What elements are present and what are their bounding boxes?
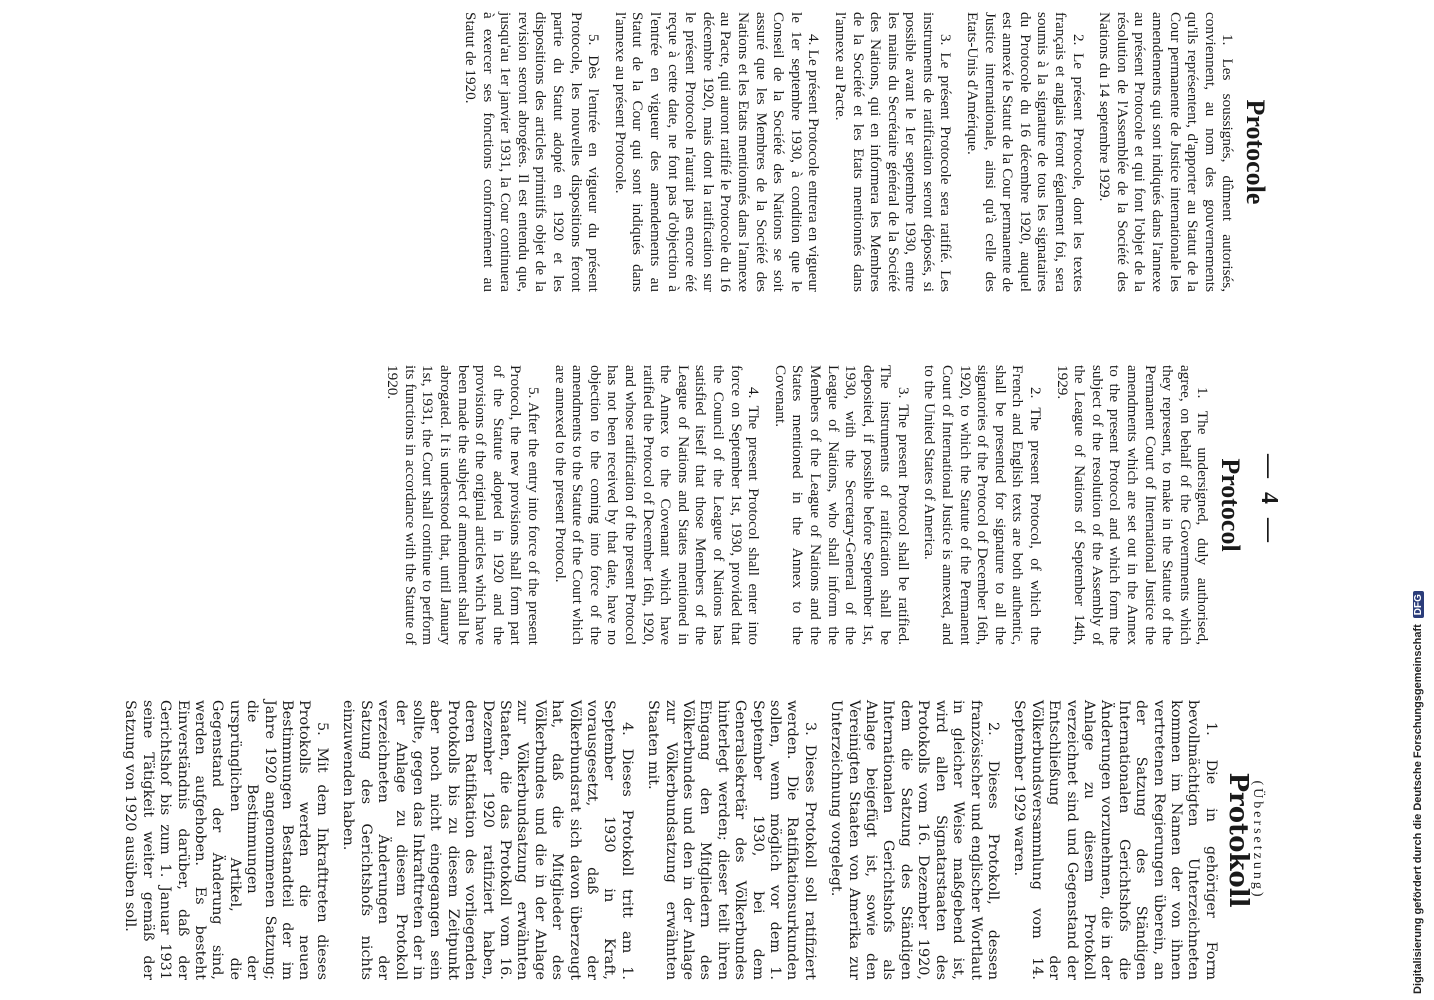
french-paragraph-1: 1. Les soussignés, dûment autorisés, conviennent, au nom des gouvernements qu'ils représentent, d'apporter au Statut de la Cour permanente de Justice internationale les amendements qui sont indiqués dans l'annexe au présent Protocole et qui font l'objet de la résolution de l'Assemblée de la Société des Nations du 14 septembre 1929. bbox=[1096, 12, 1237, 292]
english-paragraph-5: 5. After the entry into force of the present Protocol, the new provisions shall form part of the Statute adopted in 1920 and the provisions of the original articles which have been made the subject of amendment shall be abrogated. It is understood that, until January 1st, 1931, the Court shall continue to perform its functions in accordance with the Statute of 1920. bbox=[384, 365, 543, 645]
english-paragraph-3: 3. The present Protocol shall be ratified. The instruments of ratification shall be deposited, if possible before September 1st, 1930, with the Secretary-General of the League of Nations, who shall inform the Members of the League of Nations and the States mentioned in the Annex to the Covenant. bbox=[771, 365, 912, 645]
german-paragraph-1: 1. Die in gehöriger Form bevollmächtigten Unterzeichneten kommen im Namen der von ihnen vertretenen Regierungen überein, an der Satzung des Ständigen Internationalen Gerichtshofs die Änderungen vorzunehmen, die in der Anlage zu diesem Protokoll verzeichnet sind und Gegenstand der Entschließung der Völkerbundsversammlung vom 14. September 1929 waren. bbox=[1011, 700, 1219, 980]
german-title: Protokoll bbox=[1223, 772, 1254, 908]
german-subtitle: (Übersetzung) bbox=[1250, 780, 1265, 900]
german-paragraph-2: 2. Dieses Protokoll, dessen französischer und englischer Wortlaut in gleicher Weise maßgebend ist, wird allen Signatarstaaten des Protokolls vom 16. Dezember 1920, dem die Satzung des Ständigen Internationalen Gerichtshofs als Anlage beigefügt ist, sowie den Vereinigten Staaten von Amerika zur Unterzeichnung vorgelegt. bbox=[828, 700, 1001, 980]
french-title: Protocole bbox=[1241, 99, 1270, 205]
digitization-credit bbox=[1406, 0, 1430, 1000]
english-paragraph-2: 2. The present Protocol, of which the French and English texts are both authentic, shall be presented for signature to all the signatories of the Protocol of December 16th, 1920, to which the Statute of the Permanent Court of International Justice is annexed, and to the United States of America. bbox=[921, 365, 1045, 645]
digitization-credit-text: Digitalisierung gefördert durch die Deutsche Forschungsgemeinschaft bbox=[1412, 624, 1424, 994]
digitization-sidebar bbox=[1402, 0, 1434, 1000]
french-paragraph-5: 5. Dès l'entrée en vigueur du présent Protocole, les nouvelles dispositions feront partie du Statut adopté en 1920 et les dispositions des articles primitifs objet de la revision seront abrogées. Il est entendu que, jusqu'au 1er janvier 1931, la Cour continuera à exercer ses fonctions conformément au Statut de 1920. bbox=[462, 12, 603, 292]
german-column bbox=[112, 700, 1270, 980]
dfg-logo: DFG bbox=[1413, 591, 1424, 618]
french-column bbox=[452, 12, 1270, 292]
german-paragraph-3: 3. Dieses Protokoll soll ratifiziert werden. Die Ratifikationsurkunden sollen, wenn möglich vor dem 1. September 1930, bei dem Generalsekretär des Völkerbundes hinterlegt werden; dieser teilt ihren Eingang den Mitgliedern des Völkerbundes und den in der Anlage zur Völkerbundsatzung erwähnten Staaten mit. bbox=[645, 700, 818, 980]
english-paragraph-4: 4. The present Protocol shall enter into force on September 1st, 1930, provided that the Council of the League of Nations has satisfied itself that those Members of the League of Nations and States mentioned in the Annex to the Covenant which have ratified the Protocol of December 16th, 1920, and whose ratification of the present Protocol has not been received by that date, have no objection to the coming into force of the amendments to the Statute of the Court which are annexed to the present Protocol. bbox=[551, 365, 763, 645]
french-paragraph-4: 4. Le présent Protocole entrera en vigueur le 1er septembre 1930, à condition que le Conseil de la Société des Nations se soit assuré que les Membres de la Société des Nations et les Etats mentionnés dans l'annexe au Pacte, qui auront ratifié le Protocole du 16 décembre 1920, mais dont la ratification sur le présent Protocole n'aurait pas encore été reçue à cette date, ne font pas d'objection à l'entrée en vigueur des amendements au Statut de la Cour qui sont indiqués dans l'annexe au présent Protocole. bbox=[611, 12, 823, 292]
page-number: — 4 — bbox=[1256, 454, 1282, 546]
french-paragraph-3: 3. Le présent Protocole sera ratifié. Les instruments de ratification seront déposés, si possible avant le 1er septembre 1930, entre les mains du Secrétaire général de la Société des Nations, qui en informera les Membres de la Société et les Etats mentionnés dans l'annexe au Pacte. bbox=[831, 12, 955, 292]
french-paragraph-2: 2. Le présent Protocole, dont les textes français et anglais feront également foi, sera soumis à la signature de tous les signataires du Protocole du 16 décembre 1920, auquel est annexé le Statut de la Cour permanente de Justice internationale, ainsi qu'à celle des Etats-Unis d'Amérique. bbox=[964, 12, 1087, 292]
german-paragraph-4: 4. Dieses Protokoll tritt am 1. September 1930 in Kraft, vorausgesetzt, daß der Völkerbundsrat sich davon überzeugt hat, daß die Mitglieder des Völkerbundes und die in der Anlage zur Völkerbundsatzung erwähnten Staaten, die das Protokoll vom 16. Dezember 1920 ratifiziert haben, deren Ratifikation des vorliegenden Protokolls bis zu diesem Zeitpunkt aber noch nicht eingegangen sein sollte, gegen das Inkrafttreten der in der Anlage zu diesem Protokoll verzeichneten Änderungen der Satzung des Gerichtshofs nichts einzuwenden haben. bbox=[340, 700, 635, 980]
english-title: Protocol bbox=[1216, 458, 1245, 552]
german-paragraph-5: 5. Mit dem Inkrafttreten dieses Protokolls werden die neuen Bestimmungen Bestandteil der im Jahre 1920 angenommenen Satzung; die Bestimmungen der ursprünglichen Artikel, die Gegenstand der Änderung sind, werden aufgehoben. Es besteht Einverständnis darüber, daß der Gerichtshof bis zum 1. Januar 1931 seine Tätigkeit weiter gemäß der Satzung von 1920 ausüben soll. bbox=[122, 700, 330, 980]
english-paragraph-1: 1. The undersigned, duly authorised, agree, on behalf of the Governments which they represent, to make in the Statute of the Permanent Court of International Justice the amendments which are set out in the Annex to the present Protocol and which form the subject of the resolution of the Assembly of the League of Nations of September 14th, 1929. bbox=[1053, 365, 1212, 645]
english-column bbox=[375, 365, 1245, 645]
